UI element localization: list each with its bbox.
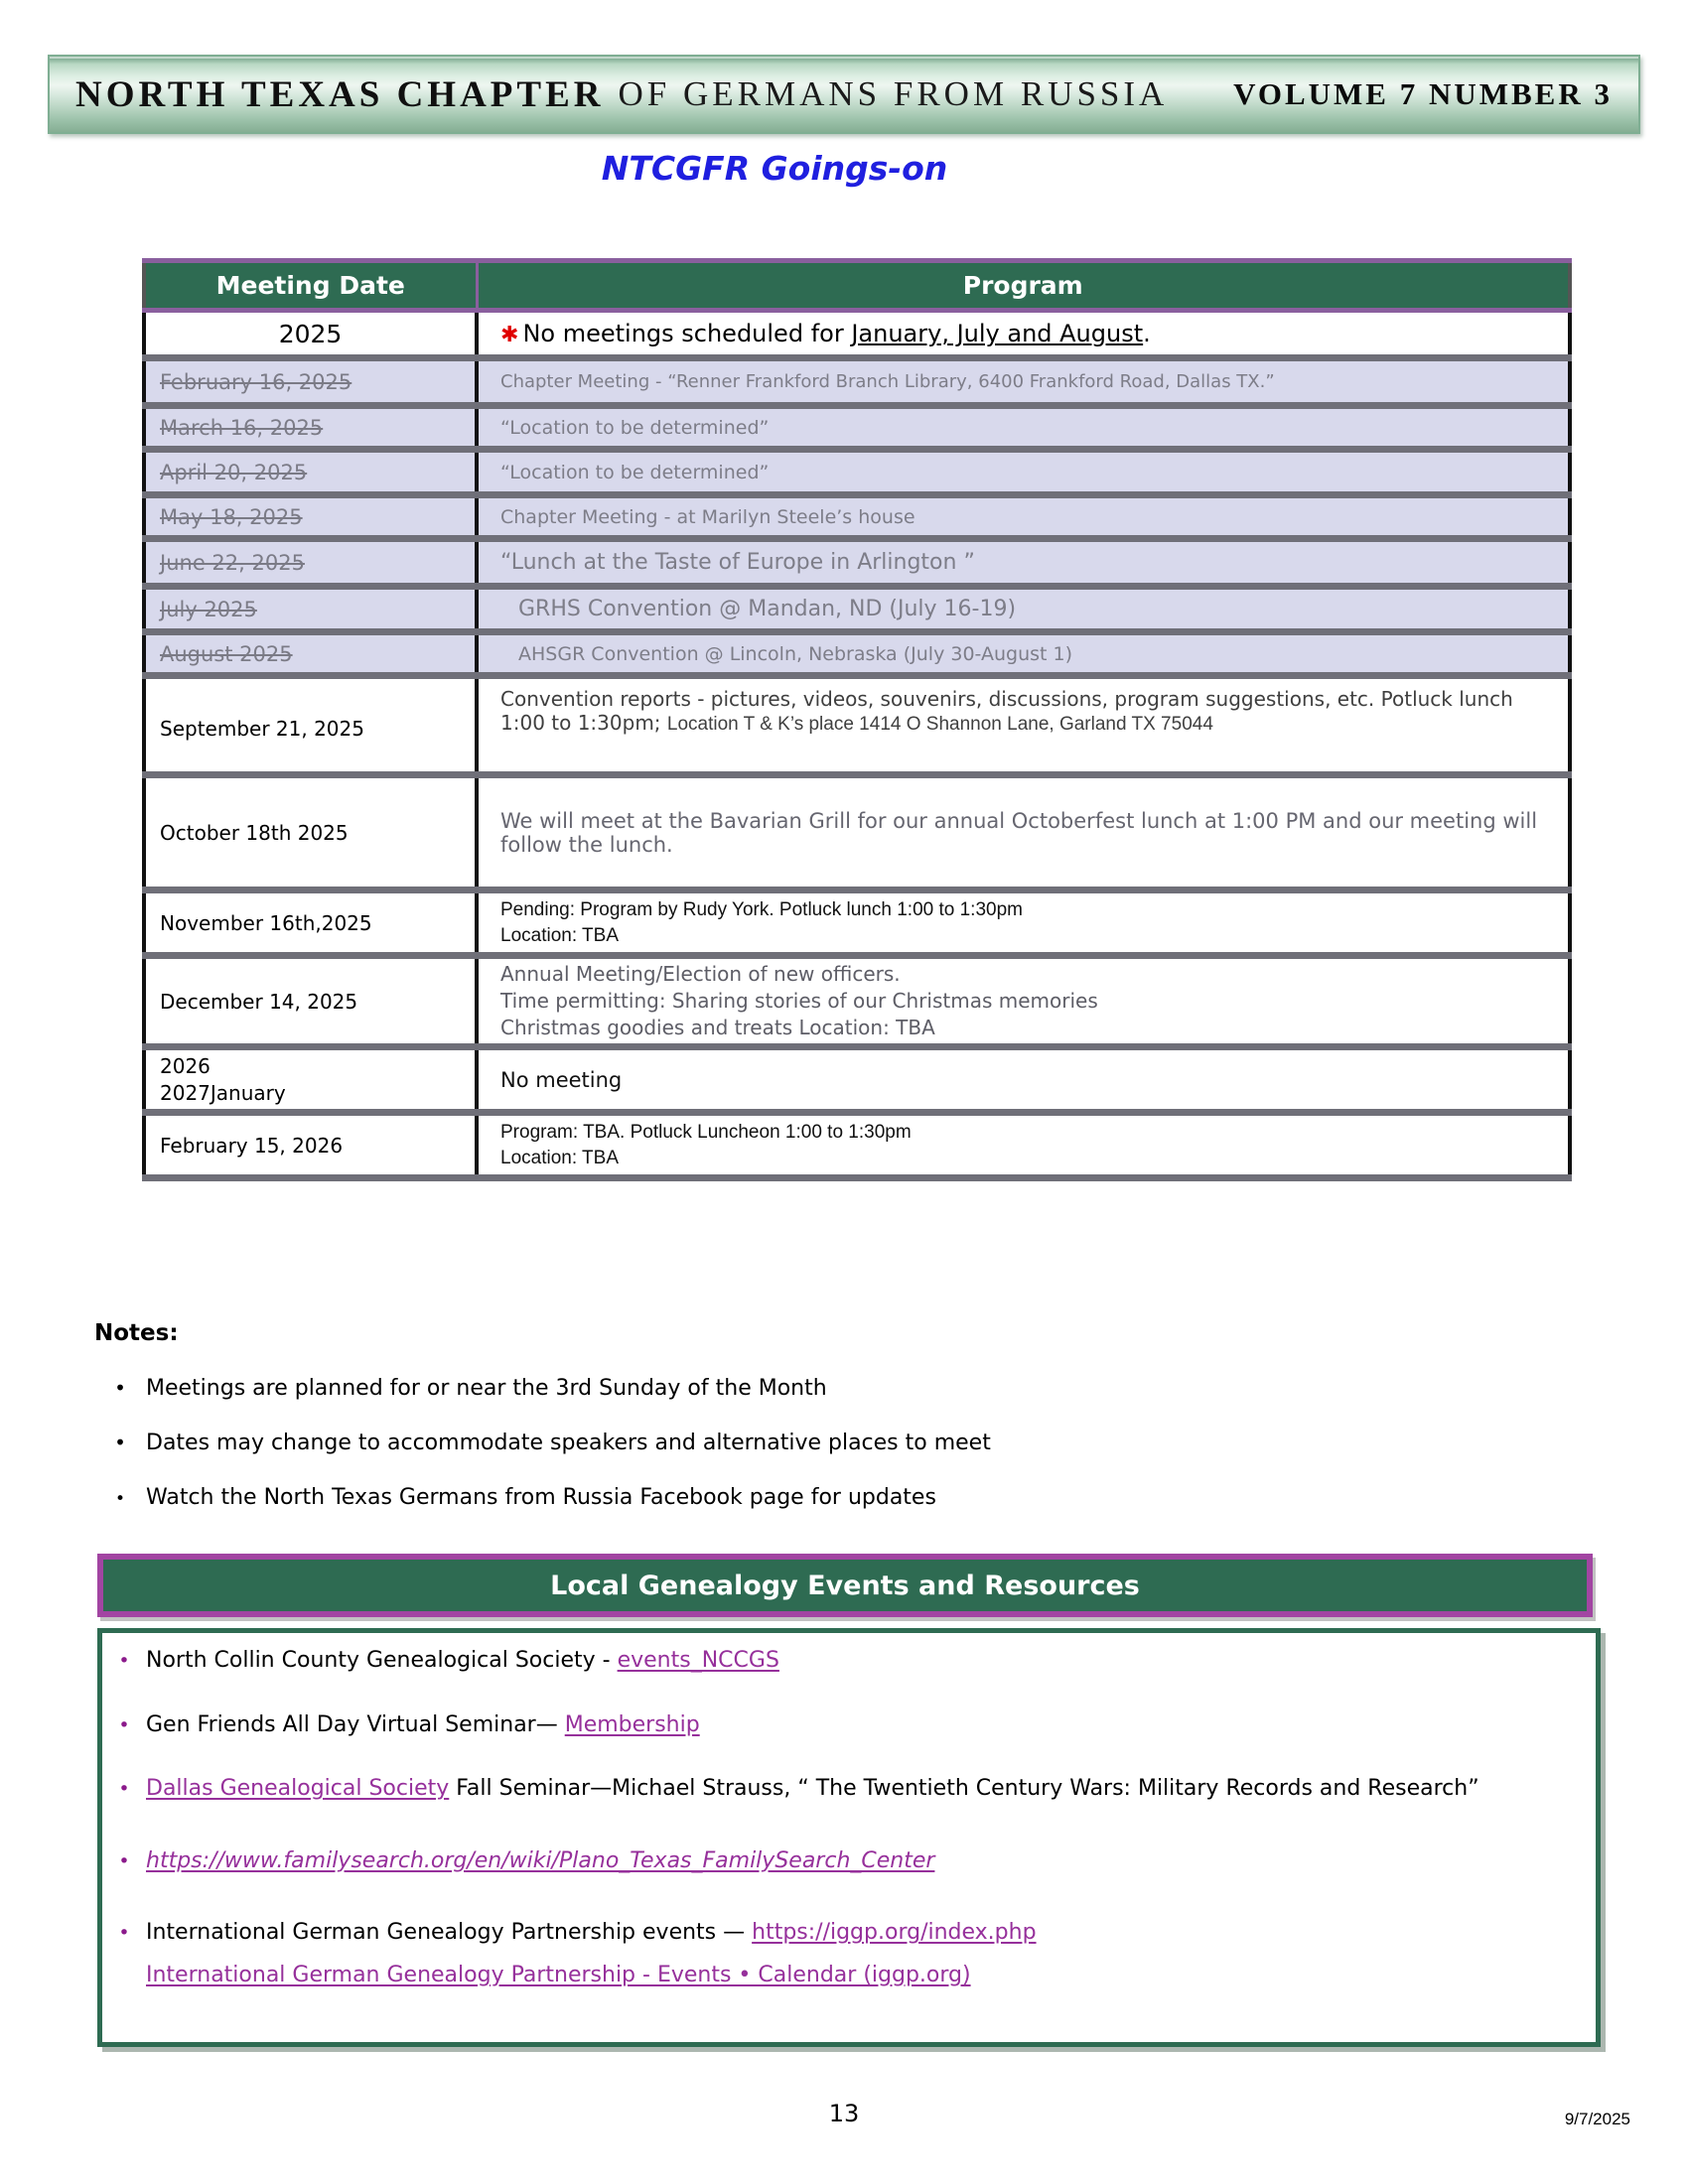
- events-banner: [97, 1554, 1593, 1617]
- meeting-date: February 15, 2026: [144, 1113, 477, 1178]
- table-row: [144, 775, 1570, 890]
- date-line: 2026: [160, 1053, 211, 1078]
- program-cell: “Location to be determined”: [477, 450, 1570, 495]
- page-title: NTCGFR Goings-on: [601, 149, 948, 188]
- program-line: Time permitting: Sharing stories of our Christmas memories: [500, 989, 1098, 1013]
- newsletter-banner: [48, 55, 1640, 134]
- table-row: [144, 956, 1570, 1047]
- table-row: [144, 632, 1570, 676]
- program-text: No meetings scheduled for: [522, 320, 852, 347]
- note-text: Dates may change to accommodate speakers and alternative places to meet: [146, 1431, 991, 1455]
- program-cell: “Lunch at the Taste of Europe in Arlington ”: [477, 539, 1570, 587]
- program-line: Location: TBA: [500, 924, 620, 946]
- bullet-icon: •: [118, 1849, 130, 1872]
- program-cell: [477, 890, 1570, 956]
- program-underlined-text: January, July and August: [851, 320, 1144, 347]
- meeting-date-struck: April 20, 2025: [160, 460, 308, 484]
- program-cell: We will meet at the Bavarian Grill for our annual Octoberfest lunch at 1:00 PM and our meeting will follow the lunch.: [477, 775, 1570, 890]
- list-item: [102, 1847, 1596, 1876]
- event-text: North Collin County Genealogical Society -: [146, 1648, 618, 1673]
- meeting-date-struck: May 18, 2025: [160, 504, 303, 529]
- bullet-icon: •: [118, 1650, 130, 1672]
- note-text: Watch the North Texas Germans from Russia Facebook page for updates: [146, 1485, 936, 1510]
- table-row: [144, 406, 1570, 450]
- program-cell: “Location to be determined”: [477, 406, 1570, 450]
- column-header-meeting-date: Meeting Date: [144, 261, 477, 311]
- notes-section: [94, 1320, 1584, 1510]
- newsletter-title-rest: OF GERMANS FROM RUSSIA: [618, 74, 1169, 113]
- familysearch-center-link[interactable]: https://www.familysearch.org/en/wiki/Plano_Texas_FamilySearch_Center: [146, 1847, 935, 1873]
- table-row: [144, 1047, 1570, 1113]
- meeting-date: September 21, 2025: [144, 676, 477, 775]
- program-cell: Chapter Meeting - “Renner Frankford Branch Library, 6400 Frankford Road, Dallas TX.”: [477, 358, 1570, 406]
- list-item: [94, 1431, 1584, 1455]
- program-line: Pending: Program by Rudy York. Potluck lunch 1:00 to 1:30pm: [500, 898, 1023, 920]
- events-banner-title: Local Genealogy Events and Resources: [550, 1570, 1140, 1601]
- table-row: [144, 890, 1570, 956]
- table-row: [144, 450, 1570, 495]
- program-cell: No meeting: [477, 1047, 1570, 1113]
- event-text: International German Genealogy Partnership events —: [146, 1920, 753, 1946]
- list-item: [102, 1919, 1596, 1989]
- bullet-icon: •: [114, 1489, 126, 1509]
- column-header-program: Program: [477, 261, 1570, 311]
- bullet-icon: •: [118, 1778, 130, 1801]
- meeting-date: 2025: [144, 311, 477, 358]
- event-text: Fall Seminar—Michael Strauss, “ The Twentieth Century Wars: Military Records and Research”: [449, 1776, 1479, 1802]
- meeting-date-struck: July 2025: [160, 597, 257, 621]
- list-item: [94, 1376, 1584, 1401]
- program-cell: Chapter Meeting - at Marilyn Steele’s house: [477, 495, 1570, 539]
- table-row: [144, 311, 1570, 358]
- list-item: [102, 1775, 1596, 1804]
- program-cell: [477, 1113, 1570, 1178]
- table-row: [144, 1113, 1570, 1178]
- table-row: [144, 587, 1570, 632]
- table-row: [144, 676, 1570, 775]
- meetings-table: [142, 258, 1572, 1181]
- membership-link[interactable]: Membership: [564, 1711, 700, 1737]
- dallas-genealogical-society-link[interactable]: Dallas Genealogical Society: [146, 1776, 450, 1802]
- program-line: Christmas goodies and treats Location: TBA: [500, 1016, 935, 1039]
- program-text: Convention reports - pictures, videos, souvenirs, discussions, program suggestions, etc. Potluck lunch 1:00 to 1:30pm;: [500, 687, 1513, 735]
- program-text-suffix: .: [1143, 320, 1151, 347]
- meeting-date-struck: August 2025: [160, 641, 293, 666]
- program-cell: [477, 956, 1570, 1047]
- newsletter-title-main: NORTH TEXAS CHAPTER: [75, 73, 605, 115]
- program-line: Annual Meeting/Election of new officers.: [500, 962, 901, 986]
- page-number: 13: [828, 2100, 860, 2127]
- program-location-text: Location T & K’s place 1414 O Shannon Lane, Garland TX 75044: [666, 714, 1213, 735]
- bullet-icon: •: [118, 1713, 130, 1736]
- program-cell: [477, 311, 1570, 358]
- meeting-date: October 18th 2025: [144, 775, 477, 890]
- list-item: [102, 1647, 1596, 1676]
- meeting-date: December 14, 2025: [144, 956, 477, 1047]
- program-cell: AHSGR Convention @ Lincoln, Nebraska (July 30-August 1): [477, 632, 1570, 676]
- notes-heading: Notes:: [94, 1320, 179, 1346]
- event-text: Gen Friends All Day Virtual Seminar—: [146, 1711, 565, 1737]
- list-item: [94, 1485, 1584, 1510]
- volume-number: VOLUME 7 NUMBER 3: [1233, 76, 1613, 111]
- iggp-index-link[interactable]: https://iggp.org/index.php: [752, 1920, 1037, 1946]
- meeting-date-struck: February 16, 2025: [160, 369, 352, 394]
- red-asterisk-icon: ✱: [500, 323, 519, 347]
- bullet-icon: •: [118, 1922, 130, 1945]
- table-row: [144, 539, 1570, 587]
- bullet-icon: •: [114, 1431, 126, 1454]
- meeting-date: [144, 1047, 477, 1113]
- list-item: [102, 1711, 1596, 1740]
- table-header-row: [144, 261, 1570, 311]
- program-line: Location: TBA: [500, 1147, 620, 1168]
- meeting-date-struck: June 22, 2025: [160, 550, 305, 575]
- events-box: [97, 1628, 1601, 2047]
- program-cell: GRHS Convention @ Mandan, ND (July 16-19): [477, 587, 1570, 632]
- meeting-date-struck: March 16, 2025: [160, 415, 324, 440]
- date-line: 2027January: [160, 1080, 286, 1105]
- iggp-calendar-link[interactable]: International German Genealogy Partnership - Events • Calendar (iggp.org): [146, 1962, 971, 1987]
- table-row: [144, 495, 1570, 539]
- meeting-date: November 16th,2025: [144, 890, 477, 956]
- program-cell: [477, 676, 1570, 775]
- footer-date: 9/7/2025: [1564, 2110, 1630, 2128]
- program-line: Program: TBA. Potluck Luncheon 1:00 to 1:30pm: [500, 1121, 912, 1143]
- nccgs-events-link[interactable]: events_NCCGS: [617, 1648, 779, 1673]
- table-row: [144, 358, 1570, 406]
- note-text: Meetings are planned for or near the 3rd Sunday of the Month: [146, 1376, 827, 1401]
- bullet-icon: •: [114, 1376, 126, 1400]
